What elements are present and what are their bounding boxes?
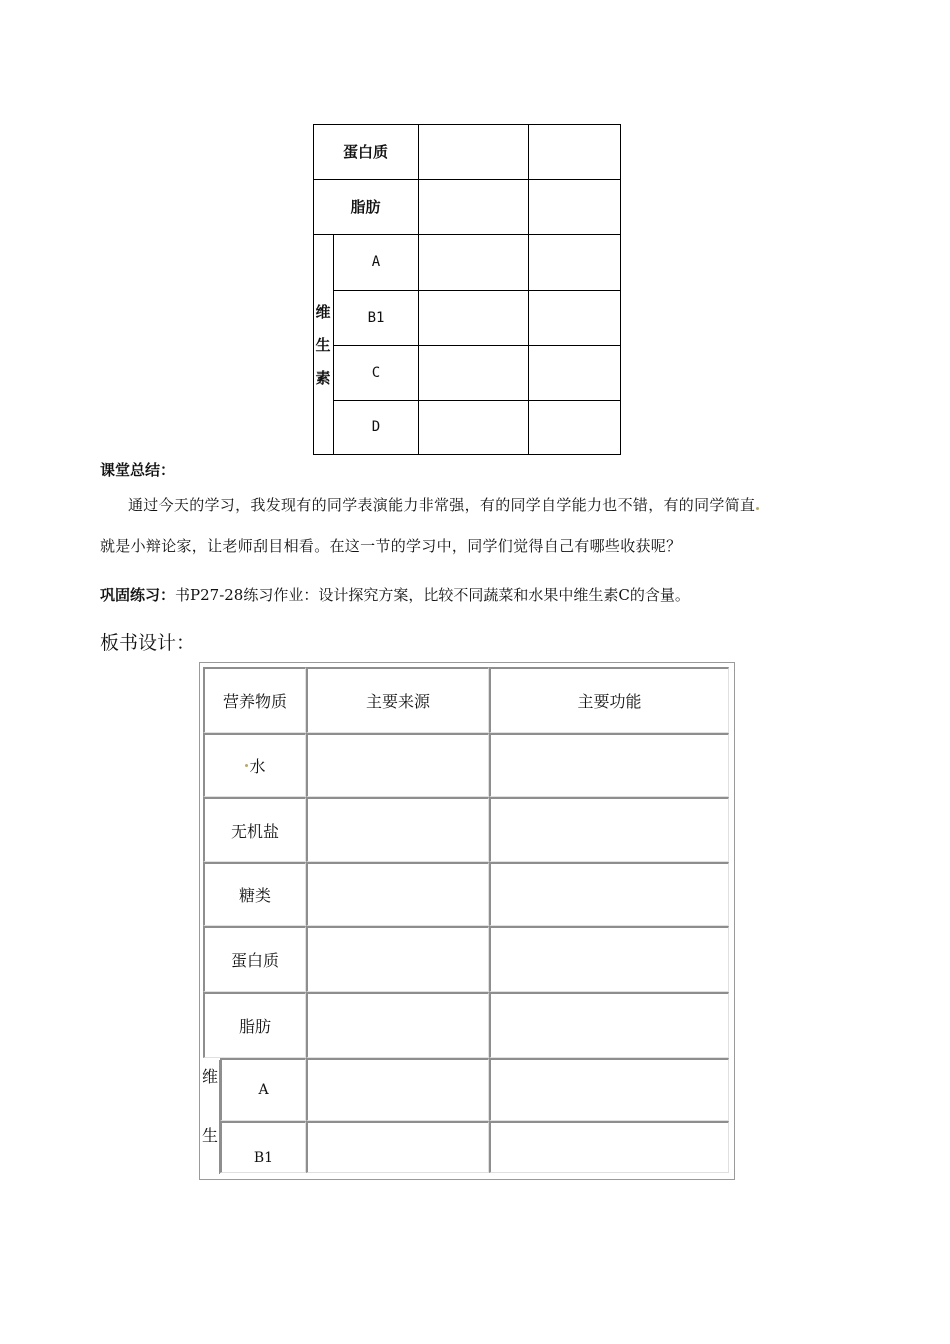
cell-empty	[489, 733, 729, 797]
row-sugars: 糖类	[203, 862, 306, 926]
exercise-label: 巩固练习：	[100, 586, 176, 604]
speck-mark	[756, 507, 759, 510]
vitamin-char: 生	[315, 335, 331, 354]
cell-empty	[306, 1121, 489, 1173]
row-label-fat: 脂肪	[350, 198, 381, 216]
cell-empty	[489, 1121, 729, 1173]
cell-empty	[306, 733, 489, 797]
cell-empty	[489, 797, 729, 862]
cell-empty	[489, 862, 729, 926]
header-nutrient: 营养物质	[203, 667, 306, 733]
cell-empty	[306, 1058, 489, 1121]
row-vitamin-a: A	[220, 1058, 306, 1121]
board-design-title: 板书设计：	[100, 632, 196, 654]
exercise-text: 书P27-28练习作业：设计探究方案，比较不同蔬菜和水果中维生素C的含量。	[175, 586, 690, 604]
exercise-paragraph	[100, 584, 690, 605]
cell-empty	[306, 926, 489, 992]
summary-text-line1: 通过今天的学习，我发现有的同学表演能力非常强，有的同学自学能力也不错，有的同学简直	[128, 494, 760, 515]
nutrient-table-top	[313, 124, 621, 455]
cell-empty	[489, 992, 729, 1058]
header-source: 主要来源	[306, 667, 489, 733]
vitamin-char: 维	[315, 302, 331, 321]
vitamin-row-c: C	[371, 364, 381, 381]
row-fat: 脂肪	[203, 992, 306, 1058]
speck-mark	[245, 764, 248, 767]
row-label-protein: 蛋白质	[342, 143, 388, 161]
vitamin-group-label	[313, 234, 333, 454]
cell-empty	[306, 862, 489, 926]
summary-heading: 课堂总结：	[100, 461, 176, 479]
vitamin-side-char: 生	[202, 1126, 219, 1145]
board-design-table	[199, 662, 735, 1180]
cell-empty	[306, 992, 489, 1058]
vitamin-char: 素	[315, 368, 331, 387]
cell-empty	[306, 797, 489, 862]
row-water: 水	[203, 733, 306, 797]
vitamin-side-char: 维	[202, 1067, 219, 1086]
row-vitamin-b1: B1	[220, 1121, 306, 1173]
vitamin-row-a: A	[371, 253, 381, 270]
column-divider	[418, 124, 419, 454]
summary-text-line2: 就是小辩论家，让老师刮目相看。在这一节的学习中，同学们觉得自己有哪些收获呢？	[100, 537, 682, 555]
row-inorganic-salt: 无机盐	[203, 797, 306, 862]
vitamin-row-b1: B1	[367, 309, 385, 326]
header-function: 主要功能	[489, 667, 729, 733]
column-divider	[528, 124, 529, 454]
cell-empty	[489, 926, 729, 992]
row-protein: 蛋白质	[203, 926, 306, 992]
vitamin-row-d: D	[371, 419, 381, 435]
cell-empty	[489, 1058, 729, 1121]
